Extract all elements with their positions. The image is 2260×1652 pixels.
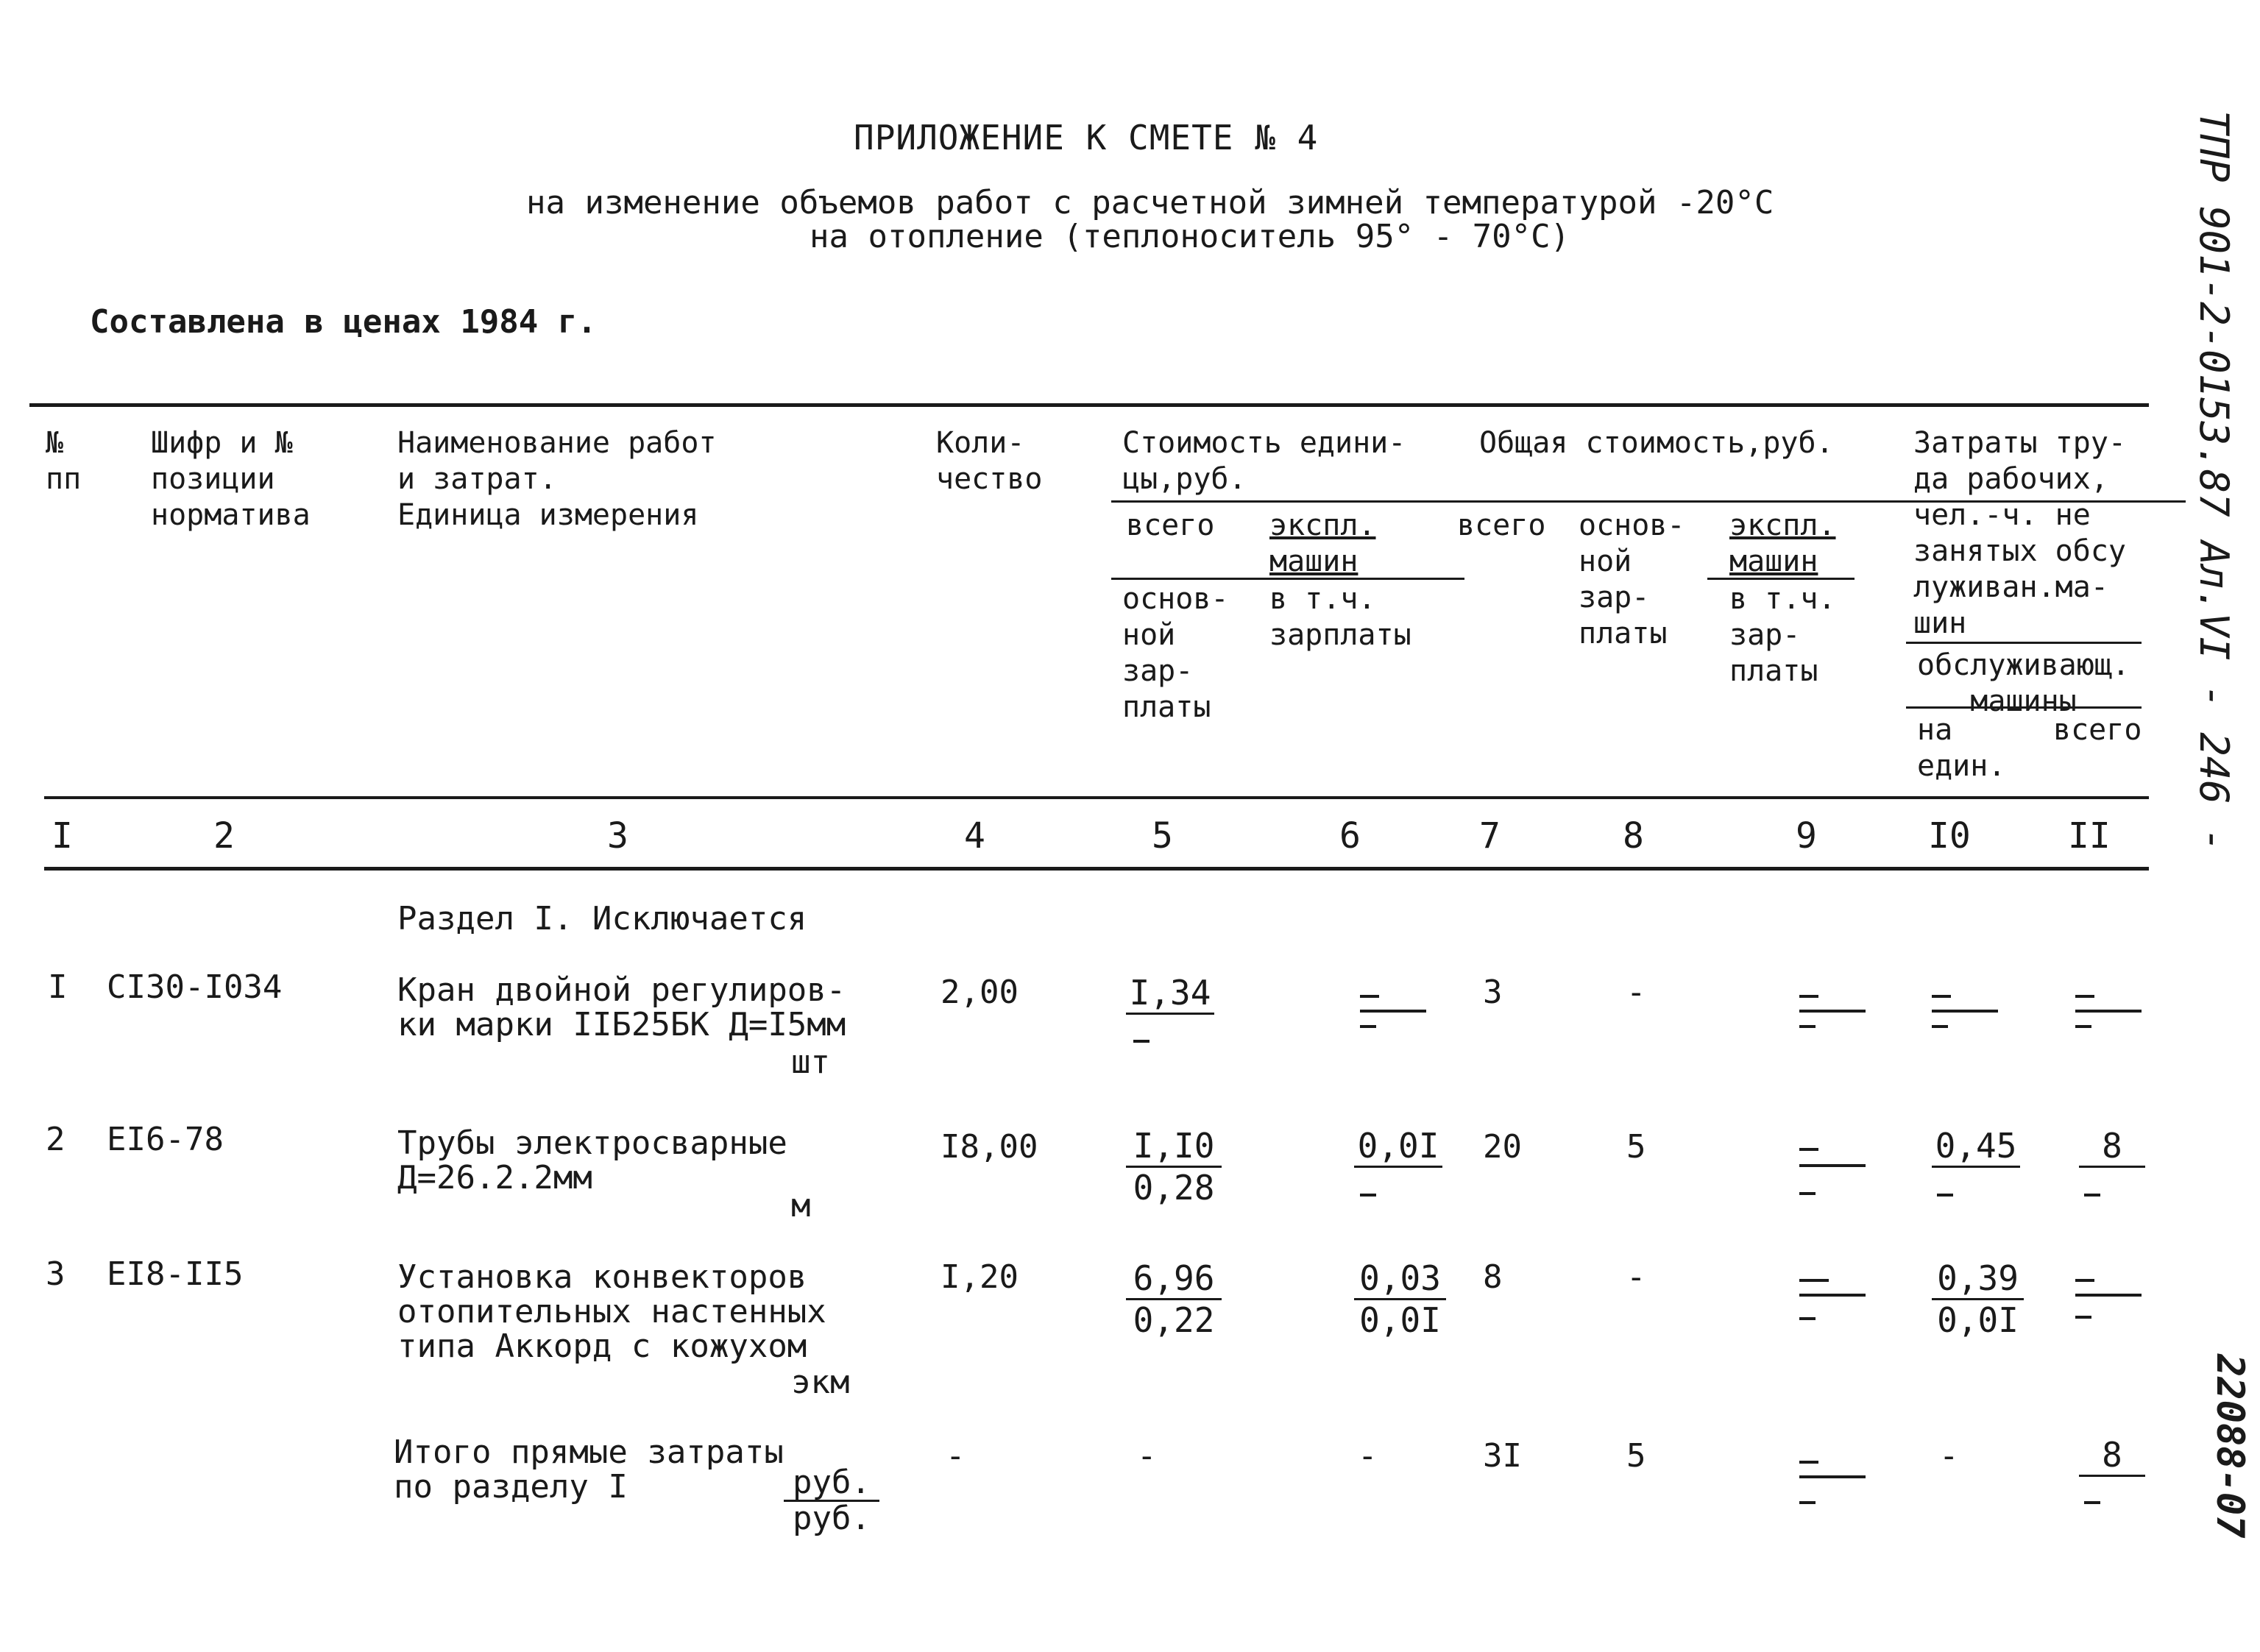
row3-code: ЕI8-II5 — [107, 1255, 244, 1293]
colnum-8: 8 — [1623, 815, 1644, 857]
row3-name: Установка конвекторов отопительных настенных типа Аккорд с кожухом — [397, 1258, 826, 1365]
row3-c6: $\frac{0,03}{0,0I}$ — [1354, 1258, 1446, 1340]
document-subtitle-line2: на отопление (теплоноситель 95° - 70°С) — [810, 218, 1570, 255]
table-top-rule — [29, 403, 2149, 407]
total-c9-dash2 — [1799, 1475, 1866, 1478]
total-c4: - — [946, 1437, 966, 1475]
header-col6-top: экспл. машин — [1269, 508, 1376, 578]
row1-c11-dash2 — [2075, 1010, 2142, 1013]
row2-c8: 5 — [1626, 1128, 1646, 1166]
header-code: Шифр и № позиции норматива — [151, 426, 311, 532]
header-col11: всего — [2053, 713, 2142, 747]
header-qty: Коли- чество — [936, 426, 1043, 496]
header-unit-cost: Стоимость едини- цы,руб. — [1122, 426, 1406, 496]
row1-c5-dash — [1133, 1040, 1150, 1043]
colnum-4: 4 — [964, 815, 985, 857]
header-num: № пп — [46, 426, 82, 496]
row1-c9-dash2 — [1799, 1010, 1866, 1013]
header-name: Наименование работ и затрат. Единица измерения — [397, 426, 717, 532]
row3-c9-dash3 — [1799, 1317, 1816, 1320]
header-total-cost: Общая стоимость,руб. — [1479, 426, 1834, 460]
colnum-5: 5 — [1152, 815, 1173, 857]
row1-c5: I,34 — [1126, 973, 1214, 1015]
total-c11-dash — [2084, 1501, 2100, 1504]
header-col10: на един. — [1917, 713, 2006, 783]
colnum-3: 3 — [607, 815, 628, 857]
row2-c9-dash3 — [1799, 1192, 1816, 1195]
row1-c9-dash3 — [1799, 1025, 1816, 1028]
row1-name: Кран двойной регулиров- ки марки IIБ25БК Д=I5мм — [397, 971, 846, 1043]
row2-unit: м — [791, 1187, 811, 1224]
colnum-7: 7 — [1479, 815, 1501, 857]
row3-c11-dash2 — [2075, 1294, 2142, 1297]
row3-unit: экм — [791, 1364, 850, 1401]
total-unit: руб. руб. — [784, 1466, 879, 1536]
row3-c11-dash3 — [2075, 1316, 2091, 1319]
row1-c6-dash3 — [1360, 1025, 1376, 1028]
row1-c11-dash3 — [2075, 1025, 2091, 1028]
document-title: ПРИЛОЖЕНИЕ К СМЕТЕ № 4 — [854, 118, 1319, 157]
row1-c10-dash3 — [1932, 1025, 1948, 1028]
row2-c9-dash2 — [1799, 1164, 1866, 1167]
row3-c11-dash1 — [2075, 1279, 2094, 1282]
row1-c6-dash1 — [1360, 995, 1379, 998]
row1-c10-dash1 — [1932, 995, 1951, 998]
colnum-1: I — [52, 815, 73, 857]
row3-c9-dash1 — [1799, 1279, 1829, 1282]
total-c6: - — [1358, 1437, 1378, 1475]
colnum-11: II — [2068, 815, 2111, 857]
section-title: Раздел I. Исключается — [397, 900, 807, 937]
row2-c11-dash — [2084, 1194, 2100, 1197]
colnum-2: 2 — [213, 815, 235, 857]
row1-qty: 2,00 — [941, 974, 1019, 1011]
row1-c6-dash2 — [1360, 1010, 1426, 1013]
total-c9-dash1 — [1799, 1461, 1818, 1464]
labor-sub-rule — [1906, 642, 2142, 644]
header-labor-sub: обслуживающ. машины — [1917, 648, 2130, 718]
row1-c7: 3 — [1483, 974, 1503, 1011]
row3-num: 3 — [46, 1255, 65, 1293]
archive-stamp: 22088-07 — [2208, 1354, 2252, 1539]
row2-c11: 8 — [2079, 1126, 2145, 1168]
row3-c7: 8 — [1483, 1258, 1503, 1296]
row2-c7: 20 — [1483, 1128, 1522, 1166]
header-labor: Затраты тру- да рабочих, чел.-ч. не занятых обсу луживан.ма- шин — [1913, 426, 2126, 640]
row2-c6: 0,0I — [1354, 1126, 1442, 1168]
row2-c10-dash — [1937, 1194, 1953, 1197]
header-col8: основ- ной зар- платы — [1579, 508, 1685, 650]
total-c10: - — [1939, 1437, 1959, 1475]
row2-c5: $\frac{I,I0}{0,28}$ — [1126, 1126, 1222, 1208]
header-col9-top: экспл. машин — [1729, 508, 1836, 578]
header-col5-top: всего — [1126, 508, 1215, 542]
prices-note: Составлена в ценах 1984 г. — [90, 303, 597, 341]
row1-unit: шт — [791, 1043, 830, 1081]
row3-c5: $\frac{6,96}{0,22}$ — [1126, 1258, 1222, 1340]
row2-c6-dash — [1360, 1194, 1376, 1197]
total-c11: 8 — [2079, 1435, 2145, 1477]
header-col7: всего — [1457, 508, 1546, 542]
row2-name: Трубы электросварные Д=26.2.2мм — [397, 1124, 787, 1197]
total-c7: 3I — [1483, 1437, 1522, 1475]
column-numbers-rule — [44, 867, 2149, 871]
side-document-code: ТПР 901-2-0153.87 Ал.VI - 246 - — [2191, 110, 2237, 852]
row2-code: ЕI6-78 — [107, 1121, 224, 1158]
row3-c9-dash2 — [1799, 1294, 1866, 1297]
row1-c9-dash1 — [1799, 995, 1818, 998]
row2-num: 2 — [46, 1121, 65, 1158]
row1-c8: - — [1626, 974, 1646, 1011]
row1-code: СI30-I034 — [107, 968, 283, 1006]
total-c9-dash3 — [1799, 1501, 1816, 1504]
total-c8: 5 — [1626, 1437, 1646, 1475]
header-col6-bottom: в т.ч. зарплаты — [1269, 582, 1411, 652]
row1-c11-dash1 — [2075, 995, 2094, 998]
colnum-10: I0 — [1928, 815, 1971, 857]
header-col9-bottom: в т.ч. зар- платы — [1729, 582, 1836, 688]
colnum-6: 6 — [1339, 815, 1361, 857]
colnum-9: 9 — [1796, 815, 1817, 857]
row3-c8: - — [1626, 1258, 1646, 1296]
header-col5-bottom: основ- ной зар- платы — [1122, 582, 1229, 724]
row1-num: I — [48, 968, 68, 1006]
row3-qty: I,20 — [941, 1258, 1019, 1296]
total-label: Итого прямые затраты по разделу I — [394, 1433, 784, 1506]
row3-c10: $\frac{0,39}{0,0I}$ — [1932, 1258, 2024, 1340]
header-bottom-rule — [44, 796, 2149, 799]
total-c5: - — [1137, 1437, 1157, 1475]
row2-c9-dash1 — [1799, 1148, 1818, 1151]
row2-c10: 0,45 — [1932, 1126, 2020, 1168]
row2-qty: I8,00 — [941, 1128, 1038, 1166]
row1-c10-dash2 — [1932, 1010, 1998, 1013]
document-subtitle-line1: на изменение объемов работ с расчетной зимней температурой -20°С — [526, 184, 1774, 221]
